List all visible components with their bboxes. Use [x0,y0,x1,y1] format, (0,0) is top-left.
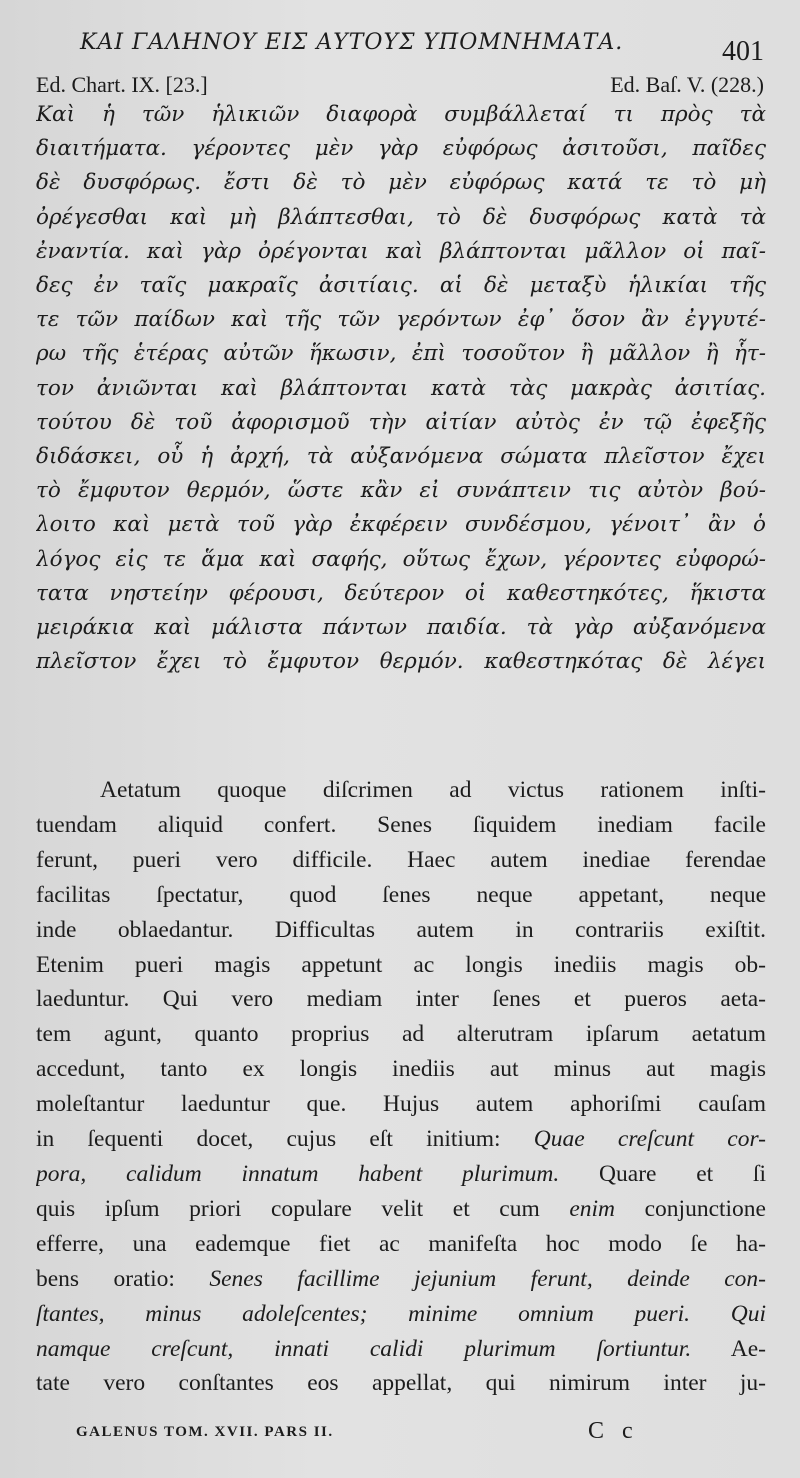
latin-text-line [36,1332,766,1367]
greek-text-line: Καὶ ἡ τῶν ἡλικιῶν διαφορὰ συμβάλλεταί τι πρὸς τὰ [36,102,766,127]
greek-text-line: λοιτο καὶ μετὰ τοῦ γὰρ ἐκφέρειν συνδέσμου, γένοιτ᾽ ἂν ὁ [36,512,766,538]
greek-text-line: τατα νηστείην φέρουσι, δεύτερον οἱ καθεστηκότες, ἥκιστα [36,580,766,606]
latin-text-line [36,1122,766,1157]
latin-text-line [36,808,766,843]
greek-text-line: ἐναντία. καὶ γὰρ ὀρέγονται καὶ βλάπτονται μᾶλλον οἱ παῖ- [36,238,766,264]
latin-text-line [36,948,766,983]
edition-reference-chartier: Ed. Chart. IX. [23.] [36,72,208,97]
latin-text-line [36,1366,766,1401]
text-segment: laeduntur. Qui vero mediam inter ſenes et pueros aeta- [36,986,766,1013]
text-segment: quis ipſum priori copulare velit et cum [36,1195,570,1222]
italic-quote-segment: namque creſcunt, innati calidi plurimum ſortiuntur. [36,1335,692,1362]
greek-text-line: μειράκια καὶ μάλιστα πάντων παιδία. τὰ γὰρ αὐξανόμενα [36,615,766,641]
latin-text-line [36,1087,766,1122]
edition-reference-basel: Ed. Baſ. V. (228.) [610,72,764,97]
greek-text-line: πλεῖστον ἔχει τὸ ἔμφυτον θερμόν. καθεστηκότας δὲ λέγει [36,649,766,675]
text-segment: Aetatum quoque diſcrimen ad victus rationem inſti- [100,777,766,803]
latin-text-line [36,1227,766,1262]
greek-text-line: τὸ ἔμφυτον θερμόν, ὥστε κἂν εἰ συνάπτειν τις αὐτὸν βού- [36,478,766,504]
text-segment: tate vero conſtantes eos appellat, qui nimirum inter ju- [36,1370,766,1397]
text-segment: Quare et ſi [559,1160,766,1187]
latin-text-line [36,1192,766,1227]
greek-text-line: λόγος εἰς τε ἅμα καὶ σαφής, οὕτως ἔχων, γέροντες εὐφορώ- [36,546,766,572]
latin-text-line [36,1017,766,1052]
latin-text-line [36,1157,766,1192]
italic-quote-segment: Quae creſcunt cor- [533,1126,766,1153]
greek-text-line: τε τῶν παίδων καὶ τῆς τῶν γερόντων ἐφ᾽ ὅσον ἂν ἐγγυτέ- [36,307,766,333]
greek-text-line: ρω τῆς ἑτέρας αὐτῶν ἥκωσιν, ἐπὶ τοσοῦτον ἢ μᾶλλον ἢ ἧτ- [36,341,766,367]
text-segment [690,1301,731,1327]
text-segment: moleſtantur laeduntur que. Hujus autem aphoriſmi cauſam [36,1091,766,1118]
text-segment: efferre, una eademque fiet ac manifeſta hoc modo ſe ha- [36,1230,766,1257]
greek-text-line: δὲ δυσφόρως. ἔστι δὲ τὸ μὲν εὐφόρως κατά τε τὸ μὴ [36,170,766,196]
italic-quote-segment: ſtantes, minus adoleſcentes; minime omnium pueri. [36,1300,691,1327]
text-segment: bens oratio: [36,1265,210,1292]
text-segment: ferunt, pueri vero difficile. Haec autem inediae ferendae [36,846,766,873]
greek-text-line: διδάσκει, οὗ ἡ ἀρχή, τὰ αὐξανόμενα σώματα πλεῖστον ἔχει [36,444,766,470]
italic-quote-segment: Qui [730,1300,766,1327]
text-segment: conjunctione [615,1195,766,1222]
text-segment: accedunt, tanto ex longis inediis aut minus aut magis [36,1056,766,1083]
italic-quote-segment: enim [569,1195,616,1222]
latin-text-line [36,1052,766,1087]
text-segment: Ae- [691,1335,766,1362]
latin-text-line [36,843,766,878]
text-segment: tuendam aliquid confert. Senes ſiquidem inediam facile [36,811,766,838]
greek-text-line: τούτου δὲ τοῦ ἀφορισμοῦ τὴν αἰτίαν αὐτὸς ἐν τῷ ἐφεξῆς [36,409,766,435]
text-segment: facilitas ſpectatur, quod ſenes neque appetant, neque [36,881,766,908]
latin-translation-block [36,773,766,1401]
greek-text-line: διαιτήματα. γέροντες μὲν γὰρ εὐφόρως ἀσιτοῦσι, παῖδες [36,136,766,162]
latin-text-line [36,1262,766,1297]
gathering-mark: C c [588,1418,639,1444]
running-title: ΚΑΙ ΓΑΛΗΝΟΥ ΕΙΣ ΑΥΤΟΥΣ ΥΠΟΜΝΗΜΑΤΑ. [80,30,624,55]
text-segment: tem agunt, quanto proprius ad alterutram ipſarum aetatum [36,1021,766,1048]
latin-text-line [36,878,766,913]
text-segment: inde oblaedantur. Difficultas autem in contrariis exiſtit. [36,916,766,943]
latin-text-line [36,982,766,1017]
greek-text-line: ὀρέγεσθαι καὶ μὴ βλάπτεσθαι, τὸ δὲ δυσφόρως κατὰ τὰ [36,204,766,230]
greek-text-block [36,98,766,679]
latin-text-line [36,1297,766,1332]
greek-text-line: τον ἀνιῶνται καὶ βλάπτονται κατὰ τὰς μακρὰς ἀσιτίας. [36,375,766,401]
italic-quote-segment: pora, calidum innatum habent plurimum. [36,1160,560,1187]
greek-text-line: δες ἐν ταῖς μακραῖς ἀσιτίαις. αἱ δὲ μεταξὺ ἡλικίαι τῆς [36,273,766,299]
latin-text-line [36,773,766,808]
italic-quote-segment: Senes facillime jejunium ferunt, deinde con- [209,1265,766,1292]
text-segment: in ſequenti docet, cujus eſt initium: [36,1126,534,1153]
latin-text-line [36,913,766,948]
printer-signature: GALENUS TOM. XVII. PARS II. [76,1424,334,1440]
page-number: 401 [722,36,764,67]
text-segment: Etenim pueri magis appetunt ac longis inediis magis ob- [36,951,766,978]
